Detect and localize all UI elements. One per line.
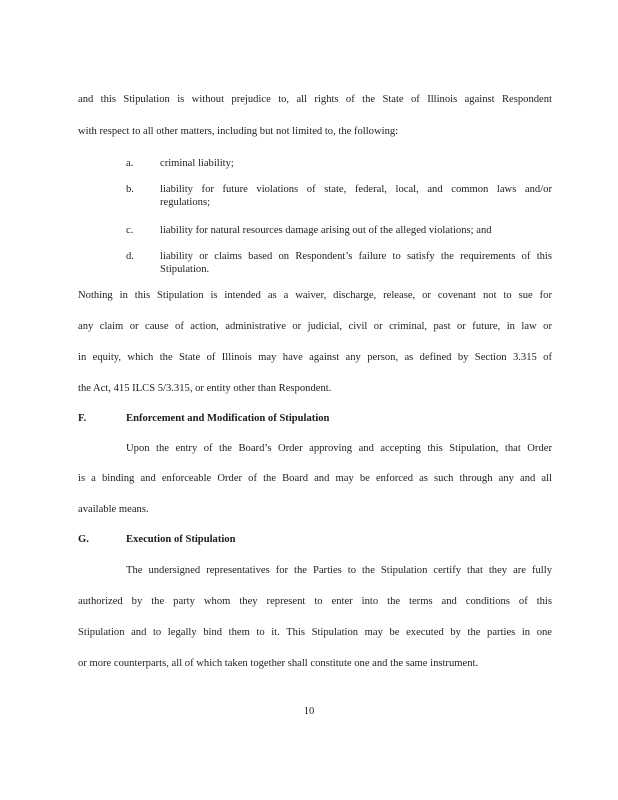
paragraph-line: the Act, 415 ILCS 5/3.315, or entity other than Respondent. xyxy=(78,383,332,394)
paragraph-line: authorized by the party whom they represent to enter into the terms and conditions of this xyxy=(78,596,552,607)
paragraph-line: Nothing in this Stipulation is intended as a waiver, discharge, release, or covenant not to sue for xyxy=(78,290,552,301)
paragraph-line: and this Stipulation is without prejudice to, all rights of the State of Illinois against Respondent xyxy=(78,94,552,105)
paragraph-line: Stipulation and to legally bind them to it. This Stipulation may be executed by the parties in one xyxy=(78,627,552,638)
paragraph-line: The undersigned representatives for the Parties to the Stipulation certify that they are fully xyxy=(126,565,552,576)
section-title: Enforcement and Modification of Stipulation xyxy=(126,413,330,424)
list-item-text: Stipulation. xyxy=(160,264,210,275)
list-item-text: liability or claims based on Respondent’s failure to satisfy the requirements of this xyxy=(160,251,552,262)
paragraph-line: with respect to all other matters, including but not limited to, the following: xyxy=(78,126,399,137)
list-item-label: c. xyxy=(126,225,134,236)
paragraph-line: Upon the entry of the Board’s Order approving and accepting this Stipulation, that Order xyxy=(126,443,552,454)
list-item-label: b. xyxy=(126,184,134,195)
page-number: 10 xyxy=(303,706,315,717)
paragraph-line: in equity, which the State of Illinois may have against any person, as defined by Section 3.315 of xyxy=(78,352,552,363)
list-item-text: liability for natural resources damage arising out of the alleged violations; and xyxy=(160,225,492,236)
list-item-label: a. xyxy=(126,158,134,169)
list-item-label: d. xyxy=(126,251,134,262)
paragraph-line: any claim or cause of action, administrative or judicial, civil or criminal, past or future, in law or xyxy=(78,321,552,332)
section-letter: G. xyxy=(78,534,89,545)
section-letter: F. xyxy=(78,413,87,424)
paragraph-line: available means. xyxy=(78,504,149,515)
list-item-text: liability for future violations of state, federal, local, and common laws and/or xyxy=(160,184,552,195)
list-item-text: regulations; xyxy=(160,197,211,208)
paragraph-line: is a binding and enforceable Order of the Board and may be enforced as such through any and all xyxy=(78,473,552,484)
section-title: Execution of Stipulation xyxy=(126,534,236,545)
list-item-text: criminal liability; xyxy=(160,158,234,169)
paragraph-line: or more counterparts, all of which taken together shall constitute one and the same instrument. xyxy=(78,658,479,669)
